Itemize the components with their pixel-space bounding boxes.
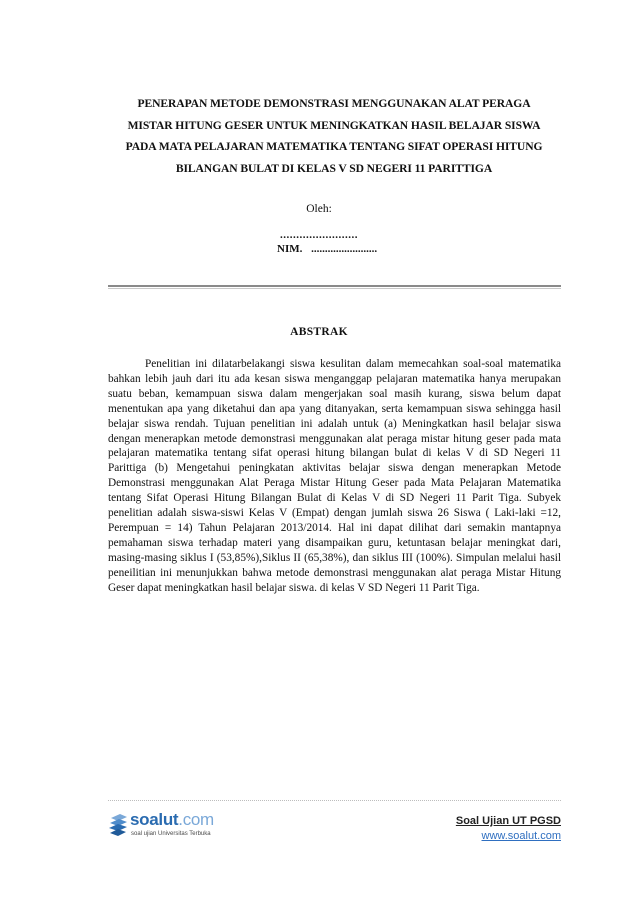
oleh-label: Oleh: (306, 203, 332, 215)
footer-url-link[interactable]: www.soalut.com (481, 830, 561, 842)
nim-row (277, 243, 377, 255)
book-stack-icon (108, 810, 130, 840)
soalut-logo[interactable] (108, 808, 238, 848)
footer-divider (108, 800, 561, 801)
title-line-3: PADA MATA PELAJARAN MATEMATIKA TENTANG SIFAT OPERASI HITUNG (125, 140, 543, 154)
paper-title (104, 93, 564, 179)
title-line-4: BILANGAN BULAT DI KELAS V SD NEGERI 11 PARITTIGA (175, 161, 493, 175)
header-divider-shadow (108, 288, 561, 289)
logo-word: soalut (130, 810, 179, 829)
nim-value: ........................ (311, 243, 378, 255)
abstract-body (108, 357, 561, 596)
title-line-1: PENERAPAN METODE DEMONSTRASI MENGGUNAKAN ALAT PERAGA (137, 97, 531, 110)
header-divider (108, 285, 561, 287)
logo-wordmark (130, 810, 214, 830)
abstract-heading: ABSTRAK (290, 326, 348, 338)
footer-title: Soal Ujian UT PGSD (455, 815, 561, 827)
title-line-2: MISTAR HITUNG GESER UNTUK MENINGKATKAN HASIL BELAJAR SISWA (127, 118, 541, 132)
abstract-paragraph: Penelitian ini dilatarbelakangi siswa kesulitan dalam memecahkan soal-soal matematika bahkan lebih jauh dari itu ada kesan siswa menganggap pelajaran matematika hanya merupakan suatu beban, kemampuan siswa dalam mengerjakan soal masih kurang, siswa belum dapat menentukan apa yang diketahui dan apa yang ditanyakan, serta kemampuan siswa sehingga hasil belajar siswa rendah. Tujuan penelitian ini adalah untuk (a) Meningkatkan hasil belajar siswa dengan menerapkan metode demonstrasi menggunakan alat peraga mistar hitung geser pada mata pelajaran matematika tentang sifat operasi hitung bilangan bulat di kelas V di SD Negeri 11 Parittiga (b) Mengetahui peningkatan aktivitas belajar siswa dengan menerapkan Metode Demonstrasi menggunakan Alat Peraga Mistar Hitung Geser pada Mata Pelajaran Matematika tentang Sifat Operasi Hitung Bilangan Bulat di Kelas V di SD Negeri 11 Parit Tiga. Subyek penelitian adalah siswa-siswi Kelas V (Empat) dengan jumlah siswa 26 Siswa ( Laki-laki =12, Perempuan = 14) Tahun Pelajaran 2013/2014. Hal ini dapat dilihat dari semakin mantapnya pemahaman siswa terhadap materi yang disampaikan guru, ketuntasan belajar meningkat dari, masing-masing siklus I (53,85%),Siklus II (65,38%), dan siklus III (100%). Simpulan melalui hasil peneilitian ini menunjukkan bahwa metode demonstrasi menggunakan alat peraga Mistar Hitung Geser dapat meningkatkan hasil belajar siswa. di kelas V SD Negeri 11 Parit Tiga. (108, 358, 561, 594)
author-name: ........................ (280, 229, 358, 241)
logo-tagline: soal ujian Universitas Terbuka (131, 831, 211, 837)
logo-suffix: .com (178, 810, 214, 829)
footer-credit (456, 814, 561, 844)
nim-label: NIM. (277, 243, 303, 255)
